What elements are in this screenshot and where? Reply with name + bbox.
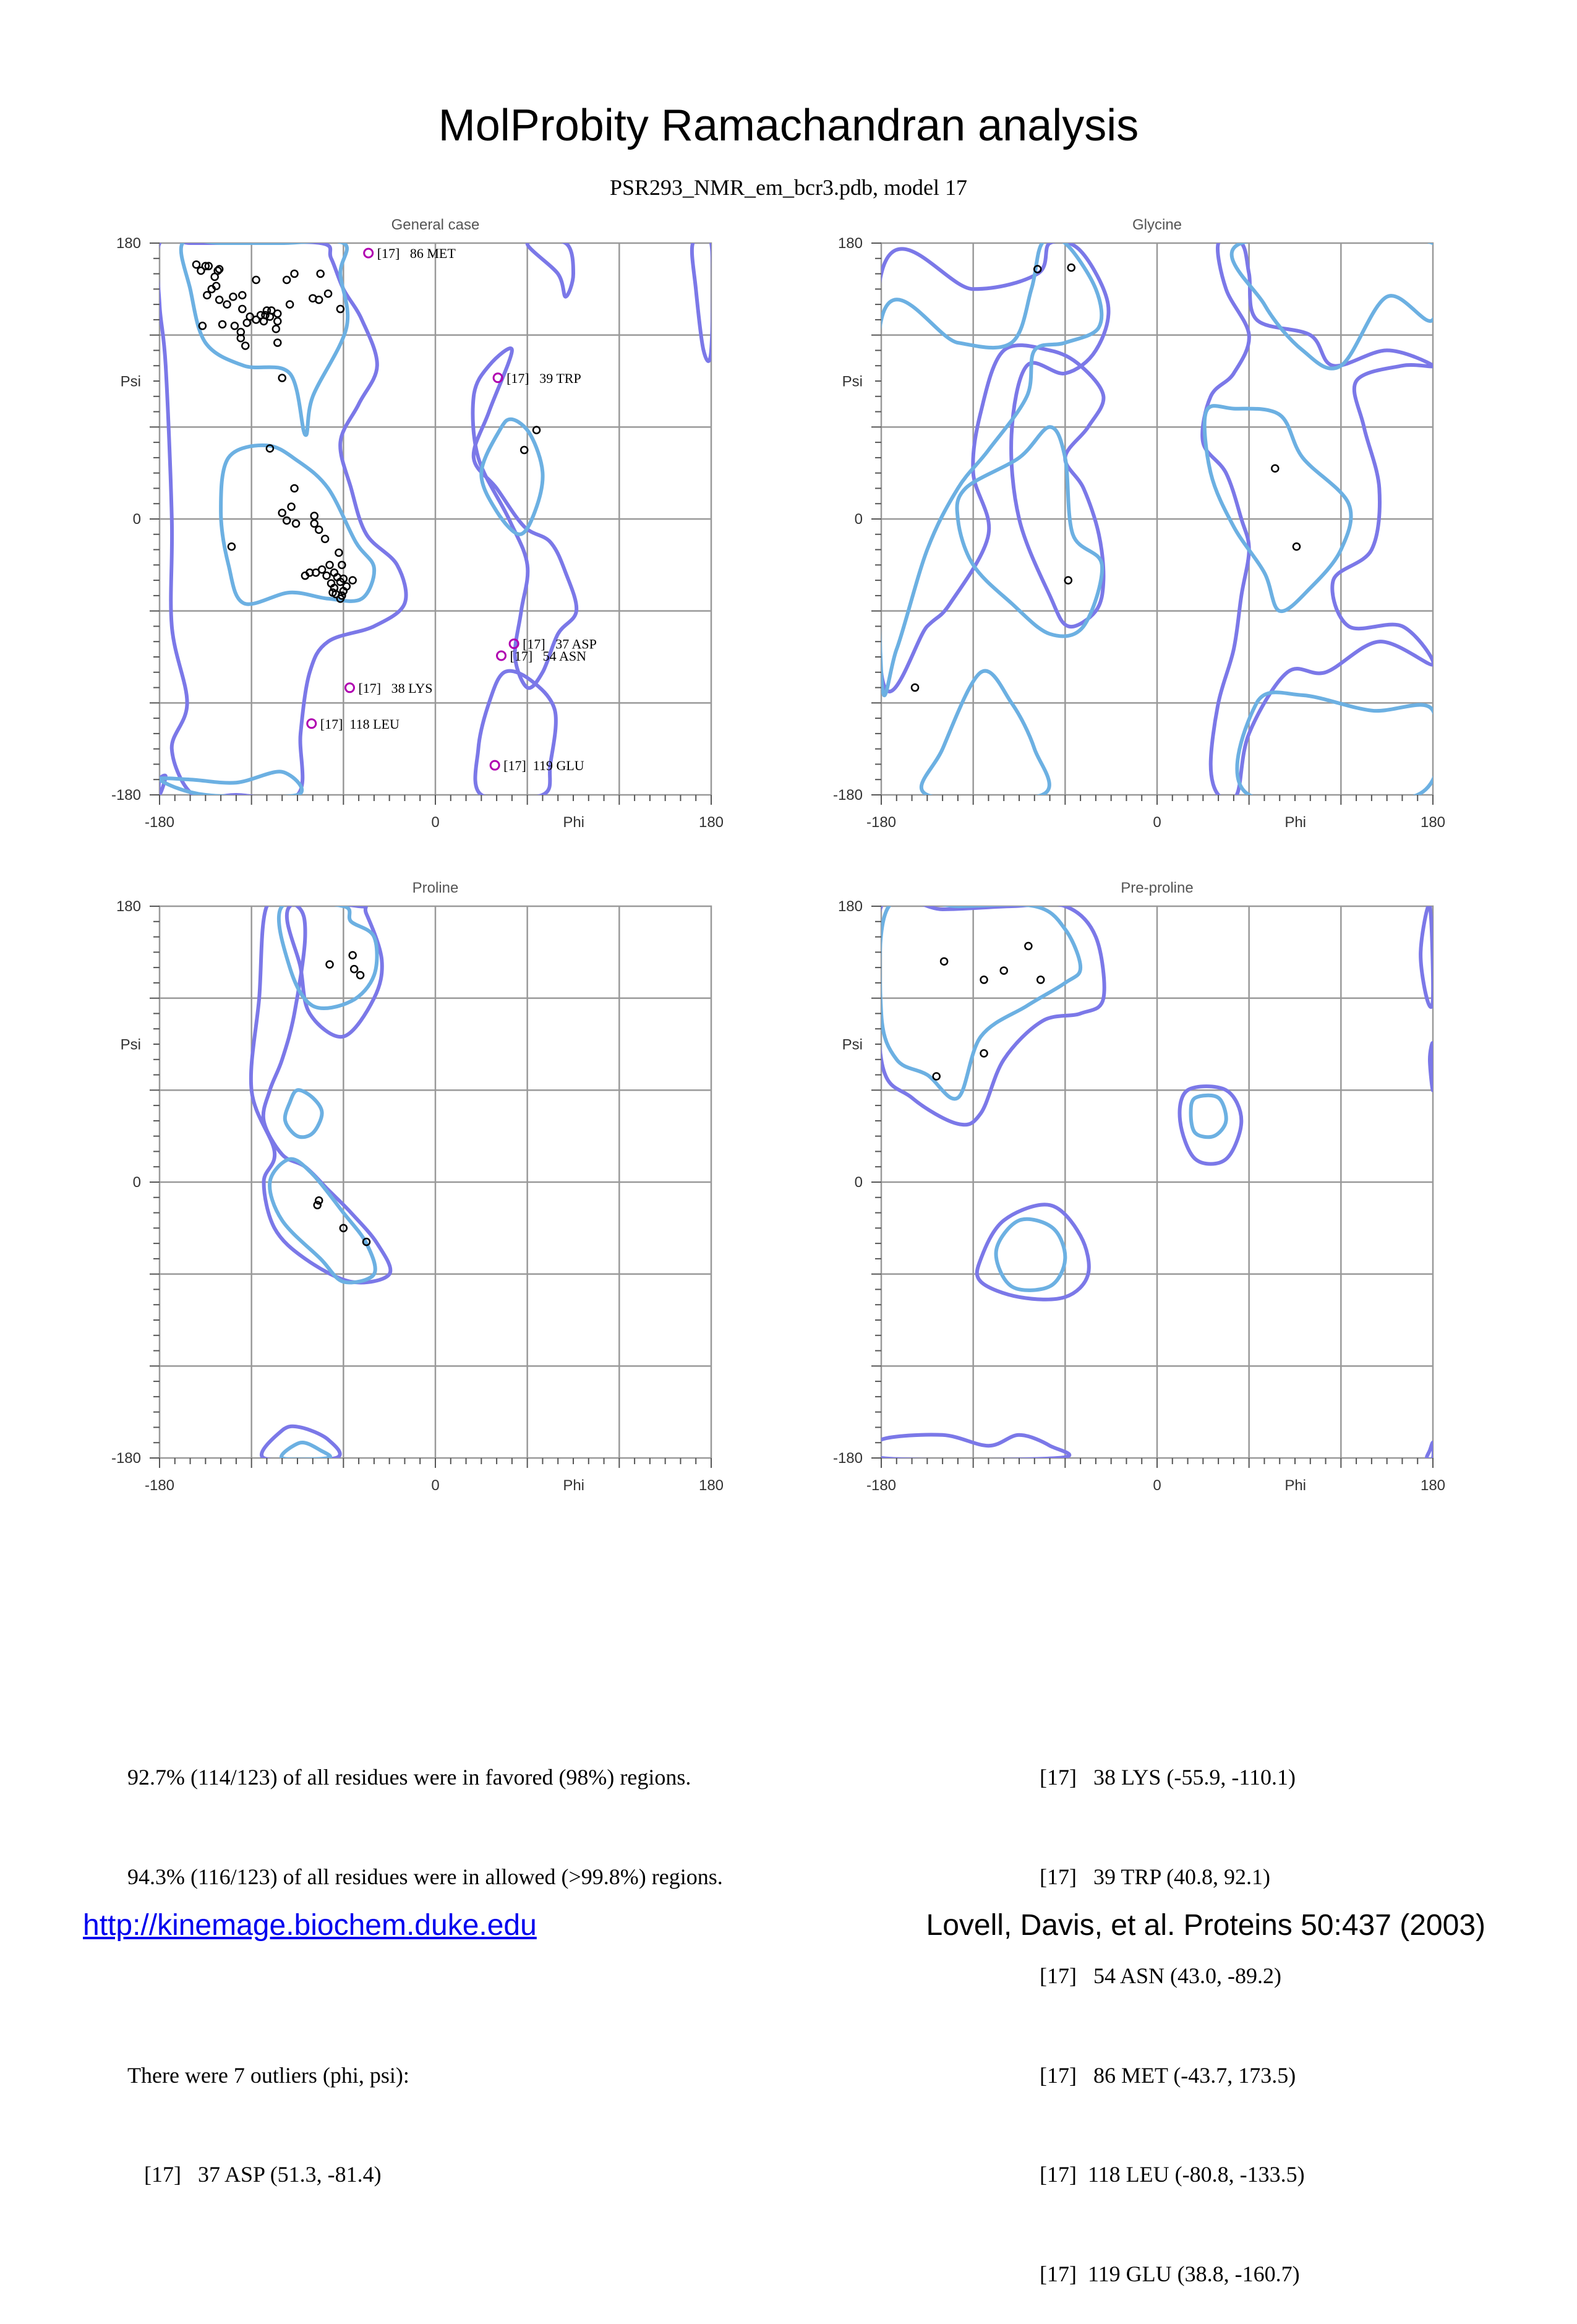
outlier-label: [17] 86 MET xyxy=(377,246,456,262)
data-point xyxy=(349,952,356,959)
data-point xyxy=(338,562,345,568)
panel-title: Glycine xyxy=(1132,217,1182,233)
allowed-region-contour xyxy=(1430,1043,1434,1091)
allowed-region-contour xyxy=(528,239,573,297)
general-case-plot xyxy=(111,217,724,831)
statistics-summary xyxy=(127,1695,723,2224)
favored-region-contour xyxy=(996,1219,1066,1290)
minor-ticks xyxy=(150,243,711,805)
data-point xyxy=(981,1050,988,1057)
y-tick-label: -180 xyxy=(832,787,863,804)
outlier-label: [17] 37 ASP xyxy=(523,636,597,652)
panel-title: General case xyxy=(391,217,480,233)
favored-region-contour xyxy=(481,419,542,534)
spacer xyxy=(127,1960,723,1993)
data-point xyxy=(228,543,235,550)
favored-region-contour xyxy=(281,1443,330,1459)
grid xyxy=(160,243,711,795)
outlier-point xyxy=(497,651,506,660)
page-title: MolProbity Ramachandran analysis xyxy=(438,101,1139,150)
allowed-region-contour xyxy=(692,233,713,361)
x-tick-label: 0 xyxy=(431,814,440,831)
data-point xyxy=(293,520,299,527)
outlier-point xyxy=(364,249,373,257)
data-point xyxy=(199,322,206,329)
x-tick-label: -180 xyxy=(144,1477,175,1494)
y-tick-label: 0 xyxy=(854,1174,863,1191)
minor-ticks xyxy=(150,906,711,1468)
data-point xyxy=(291,270,298,277)
data-point xyxy=(325,290,331,297)
y-tick-label: -180 xyxy=(111,787,141,804)
data-points xyxy=(193,261,540,602)
favored-region-contour xyxy=(921,671,1049,801)
data-point xyxy=(1001,967,1007,974)
grid xyxy=(160,906,711,1458)
outlier-label: [17] 39 TRP xyxy=(506,370,581,386)
x-tick-label: 0 xyxy=(1153,814,1161,831)
data-point xyxy=(291,485,298,492)
outlier-line: [17] 39 TRP (40.8, 92.1) xyxy=(1040,1864,1270,1889)
data-point xyxy=(912,684,918,691)
panel-title: Pre-proline xyxy=(1121,880,1194,896)
data-point xyxy=(274,340,281,346)
outlier-line: [17] 37 ASP (51.3, -81.4) xyxy=(127,2162,382,2187)
y-tick-label: -180 xyxy=(832,1450,863,1467)
data-point xyxy=(323,572,330,579)
y-tick-label: 0 xyxy=(132,511,141,528)
outlier-line: [17] 54 ASN (43.0, -89.2) xyxy=(1040,1963,1281,1988)
panel-title: Proline xyxy=(412,880,459,896)
data-point xyxy=(244,319,250,326)
allowed-region-contour xyxy=(866,1434,1070,1460)
data-point xyxy=(357,972,364,979)
citation: Lovell, Davis, et al. Proteins 50:437 (2003) xyxy=(926,1909,1485,1942)
y-tick-label: -180 xyxy=(111,1450,141,1467)
page-subtitle: PSR293_NMR_em_bcr3.pdb, model 17 xyxy=(609,175,967,200)
y-axis-label: Psi xyxy=(842,373,863,390)
y-axis-label: Psi xyxy=(842,1036,863,1053)
contours xyxy=(873,234,1449,806)
outlier-line: [17] 38 LYS (-55.9, -110.1) xyxy=(1040,1765,1296,1790)
data-point xyxy=(231,322,238,329)
x-tick-label: 180 xyxy=(1420,814,1446,831)
x-tick-label: -180 xyxy=(144,814,175,831)
y-tick-label: 180 xyxy=(116,898,141,915)
data-point xyxy=(203,292,210,299)
data-point xyxy=(242,343,249,349)
data-point xyxy=(1293,543,1300,550)
data-point xyxy=(311,520,318,527)
contours xyxy=(866,896,1434,1460)
data-points xyxy=(933,943,1044,1080)
favored-stat: 92.7% (114/123) of all residues were in favored (98%) regions. xyxy=(127,1765,691,1790)
data-point xyxy=(229,293,236,300)
minor-ticks xyxy=(871,906,1433,1468)
favored-region-contour xyxy=(279,901,377,1008)
x-tick-label: 180 xyxy=(698,1477,724,1494)
x-axis-label: Phi xyxy=(1284,814,1307,831)
outlier-header: There were 7 outliers (phi, psi): xyxy=(127,2062,409,2088)
allowed-region-contour xyxy=(1179,1086,1241,1164)
x-tick-label: -180 xyxy=(866,1477,897,1494)
data-point xyxy=(349,577,356,584)
favored-region-contour xyxy=(957,427,1103,636)
y-tick-label: 180 xyxy=(837,235,863,252)
allowed-region-contour xyxy=(873,241,1109,692)
data-point xyxy=(193,261,200,268)
y-tick-label: 0 xyxy=(132,1174,141,1191)
outlier-label: [17] 118 LEU xyxy=(320,716,400,732)
data-point xyxy=(219,321,226,328)
data-point xyxy=(941,958,947,965)
outlier-point xyxy=(307,719,316,728)
proline-plot xyxy=(111,880,724,1494)
data-point xyxy=(274,310,281,317)
y-tick-label: 180 xyxy=(116,235,141,252)
data-point xyxy=(1068,264,1075,271)
data-point xyxy=(351,966,357,972)
allowed-region-contour xyxy=(1421,905,1433,1007)
allowed-region-contour xyxy=(475,671,555,800)
data-point xyxy=(216,296,223,303)
outlier-line: [17] 119 GLU (38.8, -160.7) xyxy=(1040,2261,1300,2286)
favored-region-contour xyxy=(1237,692,1440,806)
y-tick-label: 180 xyxy=(837,898,863,915)
data-point xyxy=(322,536,328,542)
data-point xyxy=(224,301,231,308)
favored-region-contour xyxy=(1191,1096,1226,1137)
data-point xyxy=(239,306,246,312)
data-point xyxy=(315,526,322,533)
outlier-line: [17] 118 LEU (-80.8, -133.5) xyxy=(1040,2162,1305,2187)
data-point xyxy=(286,301,293,308)
contours xyxy=(251,898,391,1461)
allowed-region-contour xyxy=(1427,1443,1434,1459)
data-point xyxy=(317,270,324,277)
kinemage-link[interactable]: http://kinemage.biochem.duke.edu xyxy=(83,1909,537,1942)
data-point xyxy=(335,549,342,556)
x-tick-label: -180 xyxy=(866,814,897,831)
favored-region-contour xyxy=(285,1090,322,1137)
outlier-label: [17] 54 ASN xyxy=(510,648,586,664)
x-tick-label: 180 xyxy=(698,814,724,831)
data-point xyxy=(327,961,333,968)
data-point xyxy=(283,517,290,524)
data-point xyxy=(1271,465,1278,472)
data-point xyxy=(1037,976,1044,983)
data-point xyxy=(933,1073,940,1080)
data-point xyxy=(253,277,260,283)
data-point xyxy=(273,325,280,332)
outlier-list xyxy=(1040,1695,1305,2324)
data-point xyxy=(274,318,281,325)
data-point xyxy=(981,976,988,983)
glycine-plot xyxy=(833,217,1449,831)
y-axis-label: Psi xyxy=(120,1036,141,1053)
data-point xyxy=(239,292,246,299)
x-tick-label: 0 xyxy=(431,1477,440,1494)
x-axis-label: Phi xyxy=(563,1477,585,1494)
data-point xyxy=(327,562,333,568)
data-point xyxy=(279,510,286,517)
data-point xyxy=(1025,943,1032,950)
outliers xyxy=(307,246,597,773)
outlier-line: [17] 86 MET (-43.7, 173.5) xyxy=(1040,2062,1296,2088)
outlier-label: [17] 119 GLU xyxy=(503,758,584,774)
y-tick-label: 0 xyxy=(854,511,863,528)
data-point xyxy=(288,504,295,510)
outlier-label: [17] 38 LYS xyxy=(358,680,433,696)
grid xyxy=(881,906,1433,1458)
x-tick-label: 180 xyxy=(1420,1477,1446,1494)
outlier-point xyxy=(490,761,499,770)
x-axis-label: Phi xyxy=(563,814,585,831)
pre-proline-plot xyxy=(833,880,1445,1494)
allowed-stat: 94.3% (116/123) of all residues were in allowed (>99.8%) regions. xyxy=(127,1864,723,1889)
x-tick-label: 0 xyxy=(1153,1477,1161,1494)
y-axis-label: Psi xyxy=(120,373,141,390)
favored-region-contour xyxy=(221,445,374,604)
data-point xyxy=(279,375,286,382)
outlier-point xyxy=(345,684,354,692)
data-point xyxy=(283,277,290,283)
data-point xyxy=(216,266,223,273)
x-axis-label: Phi xyxy=(1284,1477,1307,1494)
favored-region-contour xyxy=(1205,406,1351,611)
